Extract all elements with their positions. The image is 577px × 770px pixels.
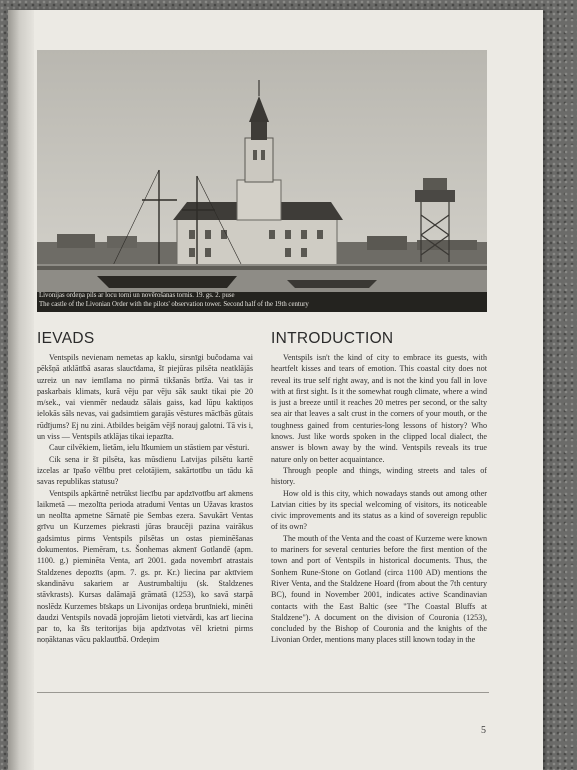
paragraph: Through people and things, winding streets and tales of history. — [271, 465, 487, 487]
heading-latvian: IEVADS — [37, 330, 95, 347]
caption-latvian: Livonijas ordeņa pils ar locu torni un novērošanas tornis. 19. gs. 2. puse — [39, 292, 235, 299]
footer-divider — [37, 692, 489, 693]
paragraph: Caur cilvēkiem, lietām, ielu līkumiem un stāstiem par vēsturi. — [49, 443, 250, 453]
caption-english: The castle of the Livonian Order with the pilots' observation tower. Second half of the 19th century — [39, 301, 309, 308]
paragraph: Ventspils nevienam nemetas ap kaklu, sirsnīgi bučodama vai pēkšņā atklātībā asaras slaucīdama, šī piejūras pilsēta neatklājās uzreiz un nav iemīlama no pirmā tikšanās brīža. Vai tas ir paskarbais klimats, kurā vēju par vēju sāk saukt tikai pie 20 m/sek., vai vienmēr nedaudz sālais gaiss, kad lūpu kaktiņos ielokās sāls nevas, vai gadsimtiem garajās vēstures mācībās gūtais rūdījums? Ej nu zini. Atbildes beigām vējš norauj galotni. Tā vis i, un viss — Ventspils atklājas tikai iepazīta. — [37, 353, 253, 442]
heading-english: INTRODUCTION — [271, 330, 394, 347]
paragraph: Ventspils isn't the kind of city to embrace its guests, with heartfelt kisses and tears of emotion. This coastal city does not reveal its true self right away, and is not the kind you fall in love with at first sight. Is it the somewhat rough climate, where a wind is just a breeze until it reaches 20 metres per second, or the salty sea air that leaves a salt crust in the corners of your mouth, or the toughness gained from centuries-long lessons of history? Who knows. Just like words spoken in the clipped local dialect, the answer is blown away by the wind. Ventspils reveals its true nature only on better acquaintance. — [271, 353, 487, 464]
page-binding-shadow — [8, 10, 34, 770]
historical-photo — [37, 50, 487, 312]
castle-photo-illustration — [37, 50, 487, 312]
paragraph: The mouth of the Venta and the coast of Kurzeme were known to mariners for several centuries before the first mention of the town and port of Ventspils in historical documents. Thus, the Sonhem Rune-Stone on Gotland (circa 1100 AD) mentions the River Venta, and the Staldzene Hoard (from about the 7th century BC), found in November 2001, indicates active Scandinavian contacts with the East Baltic (see "The Coastal Bluffs at Staldzene"). A document on the division of Couronia (1253), concluded by the Bishop of Couronia and the knights of the Livonian Order, mentions many places still known today in the — [271, 533, 487, 645]
paragraph: How old is this city, which nowadays stands out among other Latvian cities by its special welcoming of visitors, its noticeable civic improvements and its status as a kind of sovereign republic of its own? — [271, 488, 487, 532]
paragraph: Cik sena ir šī pilsēta, kas mūsdienu Latvijas pilsētu kartē izcelas ar īpašo vēlību pret celotājiem, sakārtotību un tādu kā savas republikas statusu? — [37, 454, 253, 487]
page-number: 5 — [481, 725, 486, 736]
photo-caption — [39, 291, 485, 309]
column-latvian — [37, 352, 253, 646]
paragraph: Ventspils apkārtnē netrūkst liecību par apdzīvotību arī akmens laikmetā — mezolīta perioda atradumi Ventas un Užavas krastos un neolīta apmetne Sārnatē pie Sembas ezera. Savukārt Ventas grīvu un Kurzemes piekrasti jūras braucēji pazina vairākus gadsimtus pirms Ventspils pilsētas un ostas pieminēšanas dokumentos. Piemēram, t.s. Šonhemas akmenī Gotlandē (apm. 1100. g.) pieminēta Venta, arī 2001. gada novembrī atrastais Staldzenes depozīts (apm. 7. gs. pr. Kr.) liecina par aktīviem skandināvu sakariem ar Austrumbaltiju (sk. Staldzenes stāvkrasts). Kursas dalāmajā grāmatā (1253), ko savā starpā noslēdz Kurzemes bīskaps un Livonijas ordeņa brunīnieki, minēti daudzi Ventspils novadā joprojām lietoti vietvārdi, kas arī liecina par to, ka šīs teritorijas bija apdzīvotas vēl krietni pirms noņāktanas vācu paklautībā. Ordeņim — [37, 488, 253, 645]
column-english — [271, 352, 487, 646]
